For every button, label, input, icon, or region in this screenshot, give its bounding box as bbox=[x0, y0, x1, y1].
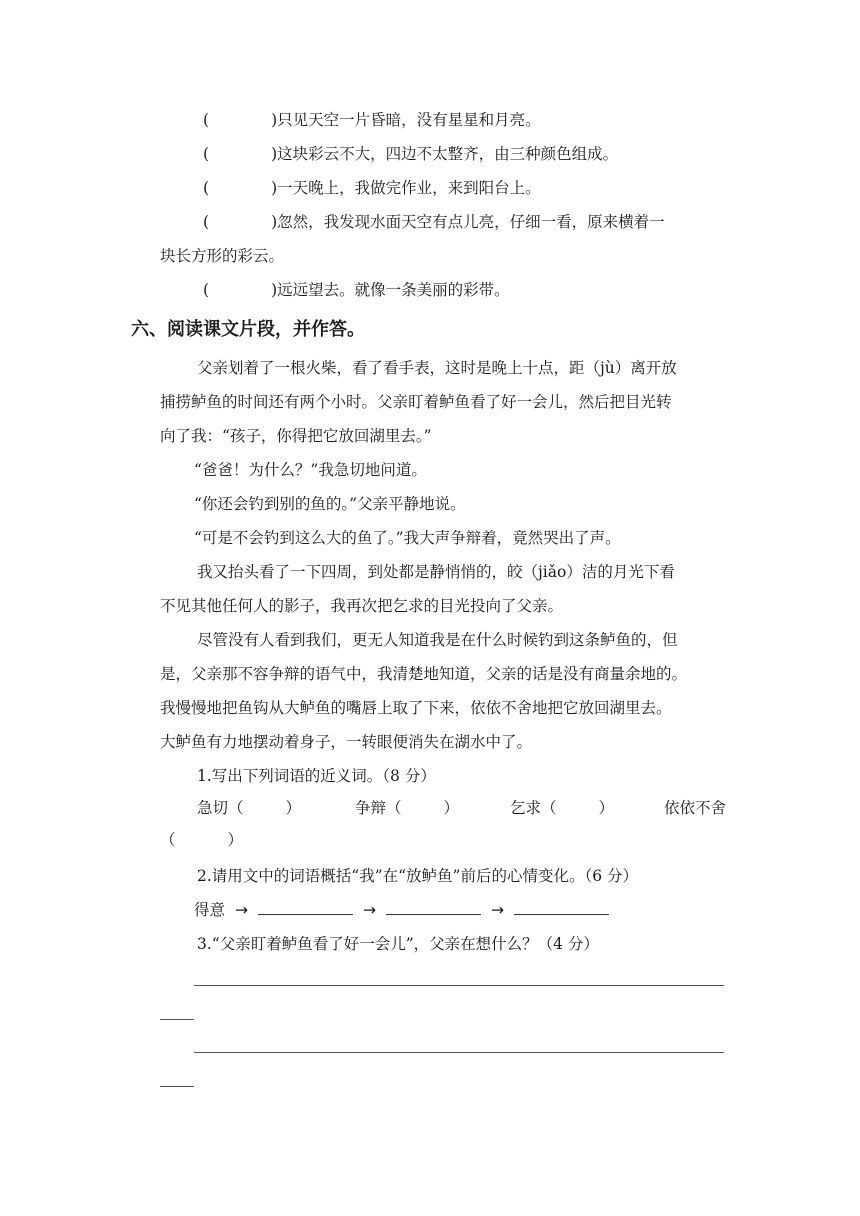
answer-blank[interactable] bbox=[386, 900, 481, 915]
passage-line: 向了我：“孩子，你得把它放回湖里去。” bbox=[160, 427, 432, 445]
q1-word-1: 急切（ ） bbox=[197, 799, 302, 817]
passage-line: 我又抬头看了一下四周，到处都是静悄悄的，皎（jiǎo）洁的月光下看 bbox=[197, 563, 675, 581]
q1-word-3: 乞求（ ） bbox=[510, 799, 615, 817]
arrow-icon: → bbox=[235, 901, 249, 919]
arrow-icon: → bbox=[363, 901, 377, 919]
passage-line: “可是不会钓到这么大的鱼了。”我大声争辩着，竟然哭出了声。 bbox=[194, 529, 621, 547]
passage-line: 尽管没有人看到我们，更无人知道我是在什么时候钓到这条鲈鱼的，但 bbox=[197, 631, 678, 649]
ordering-item-3 bbox=[203, 178, 541, 198]
answer-blank[interactable] bbox=[258, 900, 353, 915]
passage-line: “爸爸！为什么？”我急切地问道。 bbox=[194, 461, 427, 479]
arrow-icon: → bbox=[491, 901, 505, 919]
ordering-item-text: 忽然，我发现水面天空有点儿亮，仔细一看，原来横着一 bbox=[277, 213, 665, 231]
answer-blank[interactable] bbox=[514, 900, 609, 915]
ordering-item-text: 只见天空一片昏暗，没有星星和月亮。 bbox=[277, 111, 541, 129]
ordering-item-1 bbox=[203, 110, 541, 130]
ordering-item-5 bbox=[203, 280, 510, 300]
passage-line: 捕捞鲈鱼的时间还有两个小时。父亲盯着鲈鱼看了好一会儿，然后把目光转 bbox=[160, 393, 672, 411]
ordering-item-2 bbox=[203, 144, 618, 164]
q1-word-4: 依依不舍 bbox=[664, 799, 727, 817]
ordering-item-4 bbox=[203, 212, 665, 232]
answer-line-tail[interactable] bbox=[160, 1086, 194, 1087]
answer-paren[interactable]: ( ) bbox=[203, 111, 278, 129]
ordering-item-text: 远远望去。就像一条美丽的彩带。 bbox=[277, 281, 510, 299]
answer-line-tail[interactable] bbox=[160, 1019, 194, 1020]
answer-paren[interactable]: ( ) bbox=[203, 281, 278, 299]
answer-line[interactable] bbox=[194, 985, 724, 986]
answer-paren[interactable]: （ ） bbox=[386, 799, 460, 817]
q2-start-word: 得意 bbox=[194, 901, 226, 919]
passage-line: 父亲划着了一根火柴，看了看手表，这时是晚上十点，距（jù）离开放 bbox=[197, 359, 677, 377]
passage-line: 大鲈鱼有力地摆动着身子，一转眼便消失在湖水中了。 bbox=[160, 733, 533, 751]
question-3-prompt: 3.“父亲盯着鲈鱼看了好一会儿”，父亲在想什么？（4 分） bbox=[197, 935, 599, 953]
ordering-item-text: 一天晚上，我做完作业，来到阳台上。 bbox=[277, 179, 541, 197]
passage-line: 是，父亲那不容争辩的语气中，我清楚地知道，父亲的话是没有商量余地的。 bbox=[160, 665, 688, 683]
answer-paren[interactable]: （ ） bbox=[228, 799, 302, 817]
question-1-prompt: 1.写出下列词语的近义词。（8 分） bbox=[197, 767, 436, 785]
q2-answer-chain bbox=[194, 900, 609, 920]
q1-word-2: 争辩（ ） bbox=[355, 799, 460, 817]
answer-paren[interactable]: （ ） bbox=[541, 799, 615, 817]
answer-paren[interactable]: ( ) bbox=[203, 179, 278, 197]
ordering-item-4-continuation: 块长方形的彩云。 bbox=[160, 247, 285, 265]
answer-paren[interactable]: ( ) bbox=[203, 213, 278, 231]
ordering-item-text: 这块彩云不大，四边不太整齐，由三种颜色组成。 bbox=[277, 145, 619, 163]
q1-word-4-answer[interactable]: （ ） bbox=[160, 831, 244, 849]
question-2-prompt: 2.请用文中的词语概括“我”在“放鲈鱼”前后的心情变化。（6 分） bbox=[197, 867, 639, 885]
passage-line: “你还会钓到别的鱼的。”父亲平静地说。 bbox=[194, 495, 466, 513]
section-heading: 六、阅读课文片段，并作答。 bbox=[131, 319, 365, 340]
answer-paren[interactable]: ( ) bbox=[203, 145, 278, 163]
answer-line[interactable] bbox=[194, 1052, 724, 1053]
passage-line: 我慢慢地把鱼钩从大鲈鱼的嘴唇上取了下来，依依不舍地把它放回湖里去。 bbox=[160, 699, 672, 717]
passage-line: 不见其他任何人的影子，我再次把乞求的目光投向了父亲。 bbox=[160, 597, 564, 615]
